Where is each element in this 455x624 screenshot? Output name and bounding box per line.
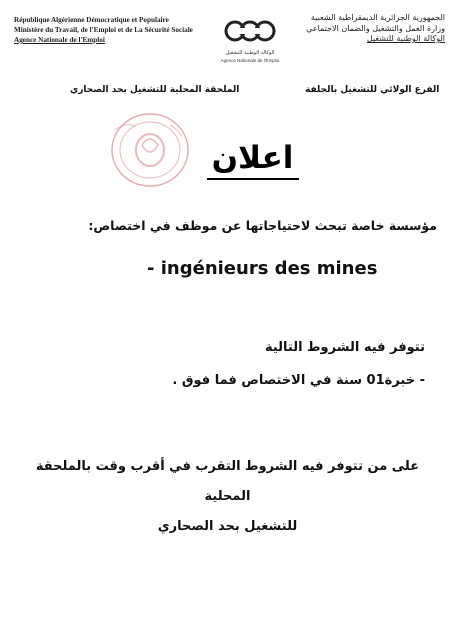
closing-line: على من تتوفر فيه الشروط التقرب في أقرب وقت بالملحقة المحلية bbox=[35, 459, 420, 504]
job-title: - ingénieurs des mines bbox=[147, 258, 378, 279]
header-fr-line: République Algérienne Démocratique et Populaire bbox=[14, 16, 169, 24]
title-underline bbox=[207, 178, 299, 180]
logo-caption: Agence Nationale de l'Emploi bbox=[220, 58, 280, 63]
header-ar-line: الوكالة الوطنية للتشغيل bbox=[366, 34, 445, 43]
branch-office-right: الفرع الولائي للتشغيل بالجلفة bbox=[305, 85, 440, 95]
closing-text bbox=[20, 452, 435, 542]
header-fr-line: Agence Nationale de l'Emploi bbox=[14, 36, 105, 44]
header-arabic bbox=[255, 13, 445, 45]
conditions-title: تتوفر فيه الشروط التالية bbox=[264, 340, 425, 355]
official-stamp-icon bbox=[100, 105, 200, 195]
logo-caption-arabic: الوكالة الوطنية للتشغيل bbox=[225, 50, 275, 56]
condition-item: - خبرة01 سنة في الاختصاص فما فوق . bbox=[172, 373, 425, 388]
closing-line: للتشغيل بحد الصحاري bbox=[157, 519, 298, 534]
header-ar-line: الجمهورية الجزائرية الديمقراطية الشعبية bbox=[310, 13, 445, 22]
header-french bbox=[14, 15, 214, 45]
intro-text: مؤسسة خاصة تبحث لاحتياجاتها عن موظف في اختصاص: bbox=[88, 218, 437, 233]
header-fr-line: Ministère du Travail, de l'Emploi et de La Sécurité Sociale bbox=[14, 26, 193, 34]
header-ar-line: وزارة العمل والتشغيل والضمان الاجتماعي bbox=[306, 23, 445, 33]
branch-office-left: الملحقة المحلية للتشغيل بحد الصحاري bbox=[70, 85, 240, 95]
announcement-title: اعلان bbox=[211, 140, 294, 176]
